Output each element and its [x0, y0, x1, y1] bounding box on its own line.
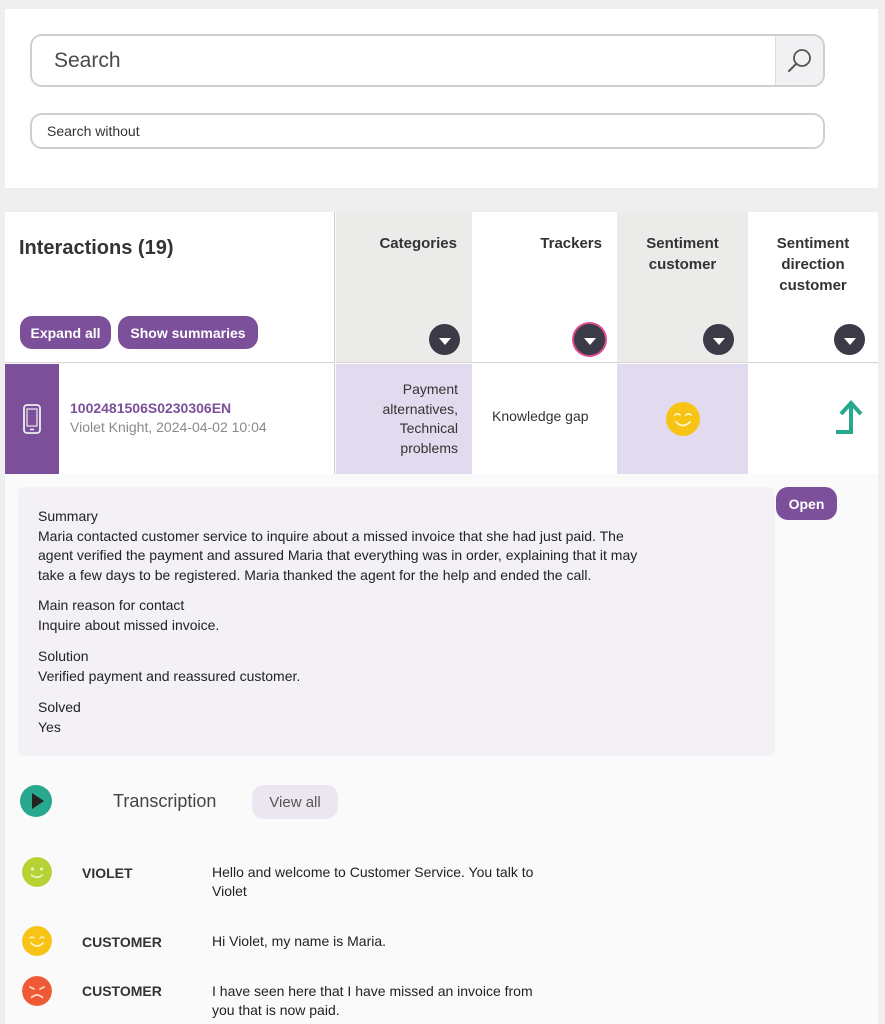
- interaction-categories: Payment alternatives, Technical problems: [336, 364, 472, 474]
- interactions-header: [5, 212, 335, 363]
- column-sentiment-direction: [748, 212, 878, 363]
- tracker-label: Knowledge gap: [492, 408, 589, 424]
- view-all-button[interactable]: View all: [252, 785, 338, 819]
- interaction-sentiment: [617, 364, 748, 474]
- sad-face-icon: [22, 976, 52, 1006]
- message-text: Hi Violet, my name is Maria.: [212, 933, 387, 949]
- solution-text: Verified payment and reassured customer.: [38, 667, 301, 684]
- interaction-sentiment-direction: [748, 364, 878, 474]
- interaction-row-type[interactable]: [5, 364, 59, 474]
- summary-section: Summary Maria contacted customer service to inquire about a missed invoice that she had just paid. The agent verified the payment and assured Maria that everything was in order, explaining that it may take a few days to be registered. Maria thanked the agent for the help and ended the call.: [38, 507, 738, 585]
- sentiment-customer-dropdown-icon[interactable]: [703, 324, 734, 355]
- solved-heading: Solved: [38, 699, 81, 715]
- reason-text: Inquire about missed invoice.: [38, 616, 220, 633]
- categories-dropdown-icon[interactable]: [429, 324, 460, 355]
- solution-heading: Solution: [38, 648, 89, 664]
- expand-all-button[interactable]: Expand all: [20, 316, 111, 349]
- solved-section: [38, 698, 738, 737]
- search-placeholder: Search: [54, 49, 121, 72]
- open-button[interactable]: Open: [776, 487, 837, 520]
- interaction-trackers: [472, 364, 617, 474]
- column-trackers-label: Trackers: [540, 235, 602, 252]
- happy-face-icon: [665, 401, 701, 437]
- search-button[interactable]: [775, 36, 823, 85]
- search-input[interactable]: [30, 34, 825, 87]
- play-icon[interactable]: [20, 785, 52, 817]
- search-panel: [5, 9, 878, 188]
- column-categories-label: Categories: [379, 235, 457, 252]
- interaction-id-link[interactable]: 1002481506S0230306EN: [70, 400, 232, 416]
- trackers-dropdown-icon[interactable]: [574, 324, 605, 355]
- column-sentiment-customer: [617, 212, 748, 363]
- sentiment-direction-dropdown-icon[interactable]: [834, 324, 865, 355]
- interaction-meta: Violet Knight, 2024-04-02 10:04: [70, 419, 267, 435]
- message-text: I have seen here that I have missed an invoice from you that is now paid.: [212, 983, 533, 1018]
- arrow-up-icon: [834, 400, 868, 436]
- show-summaries-button[interactable]: Show summaries: [118, 316, 258, 349]
- column-sentiment-direction-label: Sentiment direction customer: [776, 235, 850, 294]
- column-categories: [336, 212, 472, 363]
- message-text: Hello and welcome to Customer Service. You talk to Violet: [212, 864, 534, 899]
- interactions-title: Interactions (19): [19, 237, 174, 259]
- happy-face-icon: [22, 926, 52, 956]
- column-trackers: [472, 212, 617, 363]
- search-icon: [786, 47, 814, 75]
- solved-text: Yes: [38, 718, 61, 735]
- message-speaker: CUSTOMER: [82, 934, 162, 950]
- message-speaker: VIOLET: [82, 865, 133, 881]
- summary-card: [18, 487, 775, 756]
- interaction-row[interactable]: [59, 364, 335, 474]
- message-speaker: CUSTOMER: [82, 983, 162, 999]
- summary-heading: Summary: [38, 508, 98, 524]
- search-without-placeholder: Search without: [47, 123, 140, 139]
- column-sentiment-customer-label: Sentiment customer: [646, 235, 719, 273]
- search-without-input[interactable]: [30, 113, 825, 149]
- reason-section: [38, 596, 738, 635]
- neutral-smile-face-icon: [22, 857, 52, 887]
- transcription-label: Transcription: [113, 791, 217, 811]
- reason-heading: Main reason for contact: [38, 597, 185, 613]
- solution-section: [38, 647, 738, 686]
- mobile-phone-icon: [22, 404, 42, 434]
